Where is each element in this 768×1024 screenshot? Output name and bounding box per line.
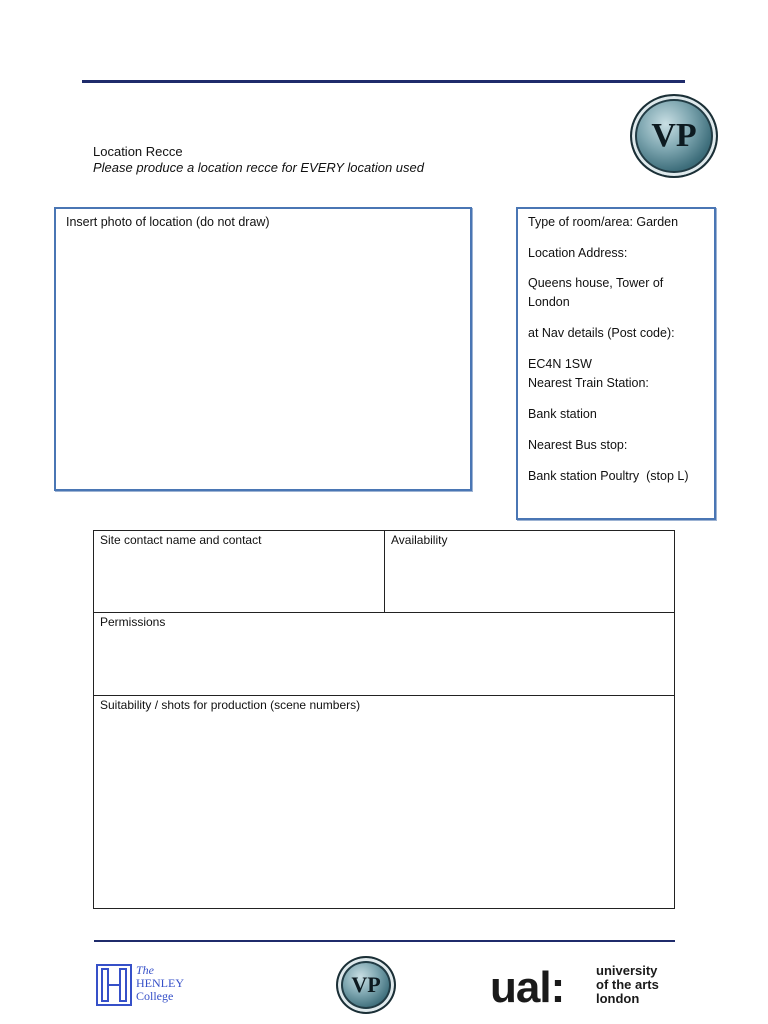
page-subtitle: Please produce a location recce for EVERY location used	[93, 160, 424, 175]
henley-line-2: HENLEY	[136, 976, 184, 990]
location-info-box	[516, 207, 716, 520]
photo-label: Insert photo of location (do not draw)	[66, 215, 270, 229]
permissions-label: Permissions	[100, 615, 166, 629]
henley-college-logo	[96, 964, 206, 1008]
room-type: Type of room/area: Garden	[528, 215, 679, 229]
train-value: Bank station	[528, 407, 597, 421]
header-rule	[82, 80, 685, 83]
henley-line-1: The	[136, 963, 154, 977]
vp-logo-footer-text: VP	[351, 972, 381, 997]
ual-line-3: london	[596, 991, 640, 1006]
footer-rule	[94, 940, 675, 942]
site-contact-label: Site contact name and contact	[100, 533, 262, 547]
availability-label: Availability	[391, 533, 448, 547]
availability-cell[interactable]	[385, 531, 675, 613]
vp-logo-text: VP	[651, 117, 697, 154]
ual-line-1: university	[596, 963, 658, 978]
henley-line-3: College	[136, 989, 174, 1003]
vp-logo-footer	[336, 956, 396, 1014]
suitability-label: Suitability / shots for production (scene numbers)	[100, 698, 361, 712]
ual-mark: ual:	[490, 963, 565, 1012]
recce-table	[93, 530, 675, 909]
photo-box[interactable]	[54, 207, 472, 491]
site-contact-cell[interactable]	[94, 531, 385, 613]
bus-label: Nearest Bus stop:	[528, 438, 628, 452]
vp-logo	[630, 94, 718, 178]
suitability-cell[interactable]	[94, 696, 675, 909]
ual-logo	[490, 962, 680, 1010]
train-label: Nearest Train Station:	[528, 376, 649, 390]
permissions-cell[interactable]	[94, 613, 675, 696]
page-title: Location Recce	[93, 144, 183, 159]
ual-line-2: of the arts	[596, 977, 659, 992]
address-label: Location Address:	[528, 246, 628, 260]
henley-wordmark	[136, 964, 184, 1003]
satnav-label: at Nav details (Post code):	[528, 326, 675, 340]
henley-h-icon	[96, 964, 132, 1006]
address-value: Queens house, Tower of London	[528, 276, 664, 309]
postcode-value: EC4N 1SW	[528, 357, 592, 371]
ual-wordmark	[596, 964, 659, 1006]
bus-value: Bank station Poultry (stop L)	[528, 469, 689, 483]
